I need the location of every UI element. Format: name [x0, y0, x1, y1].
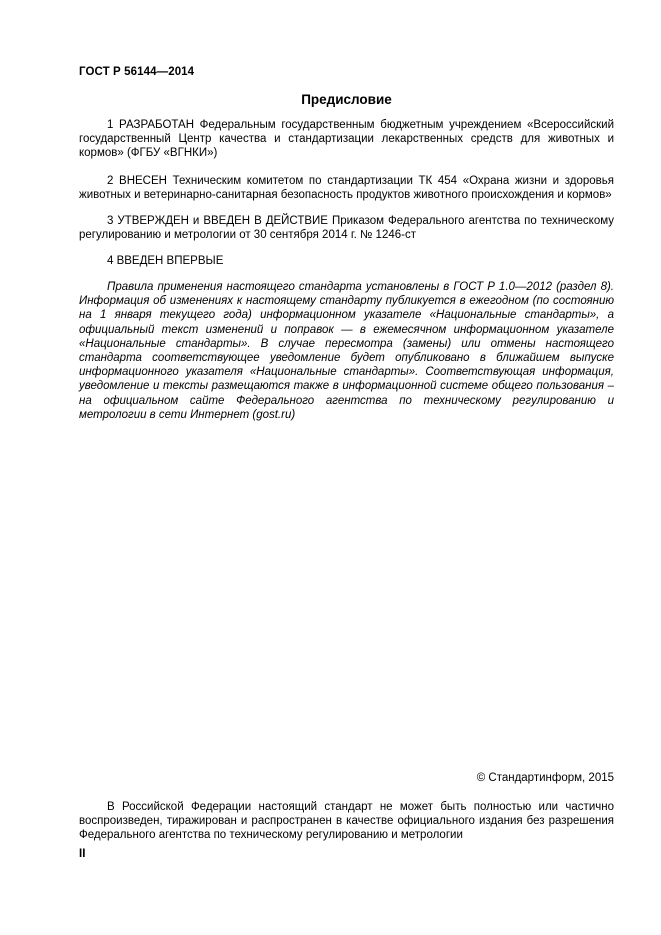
reproduction-notice: В Российской Федерации настоящий стандарт не может быть полностью или частично воспроизведен, тиражирован и распространен в качестве официального издания без разрешения Федерального агентства по техническому регулированию и метрологии [79, 801, 614, 842]
preface-item-developed: 1 РАЗРАБОТАН Федеральным государственным бюджетным учреждением «Всероссийский государственный Центр качества и стандартизации лекарственных средств для животных и кормов» (ФГБУ «ВГНКИ») [79, 119, 614, 160]
preface-item-introduced: 2 ВНЕСЕН Техническим комитетом по стандартизации ТК 454 «Охрана жизни и здоровья животных и ветеринарно-санитарная безопасность продуктов животного происхождения и кормов» [79, 175, 614, 202]
preface-item-first-edition: 4 ВВЕДЕН ВПЕРВЫЕ [107, 255, 224, 267]
preface-item-approved: 3 УТВЕРЖДЕН и ВВЕДЕН В ДЕЙСТВИЕ Приказом Федерального агентства по техническому регулированию и метрологии от 30 сентября 2014 г. № 1246-ст [79, 215, 614, 242]
rules-note: Правила применения настоящего стандарта установлены в ГОСТ Р 1.0—2012 (раздел 8). Информация об изменениях к настоящему стандарту публикуется в ежегодном (по состоянию на 1 января текущего года) информационном указателе «Национальные стандарты», а официальный текст изменений и поправок — в ежемесячном информационном указателе «Национальные стандарты». В случае пересмотра (замены) или отмены настоящего стандарта соответствующее уведомление будет опубликовано в ближайшем выпуске информационного указателя «Национальные стандарты». Соответствующая информация, уведомление и тексты размещаются также в информационной системе общего пользования – на официальном сайте Федерального агентства по техническому регулированию и метрологии в сети Интернет (gost.ru) [79, 281, 614, 421]
copyright-line: © Стандартинформ, 2015 [476, 772, 614, 784]
standard-id-header: ГОСТ Р 56144—2014 [79, 66, 195, 78]
preface-title: Предисловие [301, 92, 392, 107]
page-number: II [79, 848, 86, 860]
